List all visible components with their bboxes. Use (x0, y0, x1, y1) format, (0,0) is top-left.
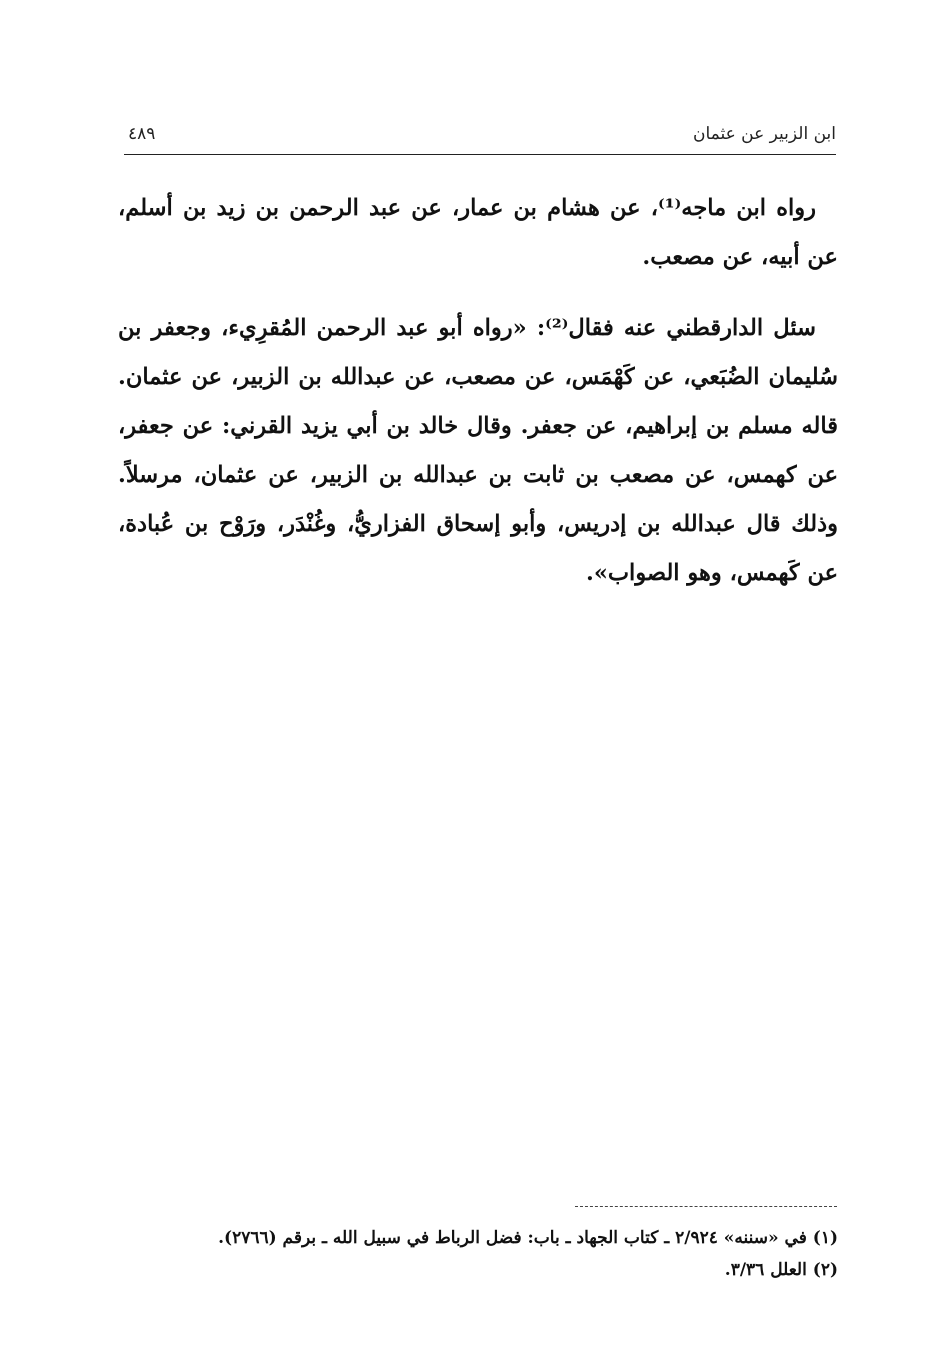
main-text (118, 184, 838, 620)
running-header (124, 118, 836, 155)
footnote-separator (575, 1206, 837, 1207)
page-number: ٤٨٩ (128, 124, 156, 144)
paragraph-ibn-majah: رواه ابن ماجه⁽¹⁾، عن هشام بن عمار، عن عبد الرحمن بن زيد بن أسلم، عن أبيه، عن مصعب. (118, 195, 838, 270)
footnote-2: (٢) العلل ٣/٣٦. (724, 1260, 838, 1280)
paragraph-daraqutni: سئل الدارقطني عنه فقال⁽²⁾: «رواه أبو عبد الرحمن المُقرِيء، وجعفر بن سُليمان الضُبَعي، عن كَهْمَس، عن مصعب، عن عبدالله بن الزبير، عن عثمان. قاله مسلم بن إبراهيم، عن جعفر. وقال خالد بن أبي يزيد القرني: عن جعفر، عن كهمس، عن مصعب بن ثابت بن عبدالله بن الزبير، عن عثمان، مرسلاً. وذلك قال عبدالله بن إدريس، وأبو إسحاق الفزاريُّ، وغُنْدَر، ورَوْح بن عُبادة، عن كَهمس، وهو الصواب». (118, 315, 838, 586)
footnotes (118, 1222, 838, 1286)
footnote-1: (١) في «سننه» ٢/٩٢٤ ـ كتاب الجهاد ـ باب: فضل الرباط في سبيل الله ـ برقم (٢٧٦٦). (218, 1228, 838, 1248)
header-title: ابن الزبير عن عثمان (693, 124, 836, 144)
